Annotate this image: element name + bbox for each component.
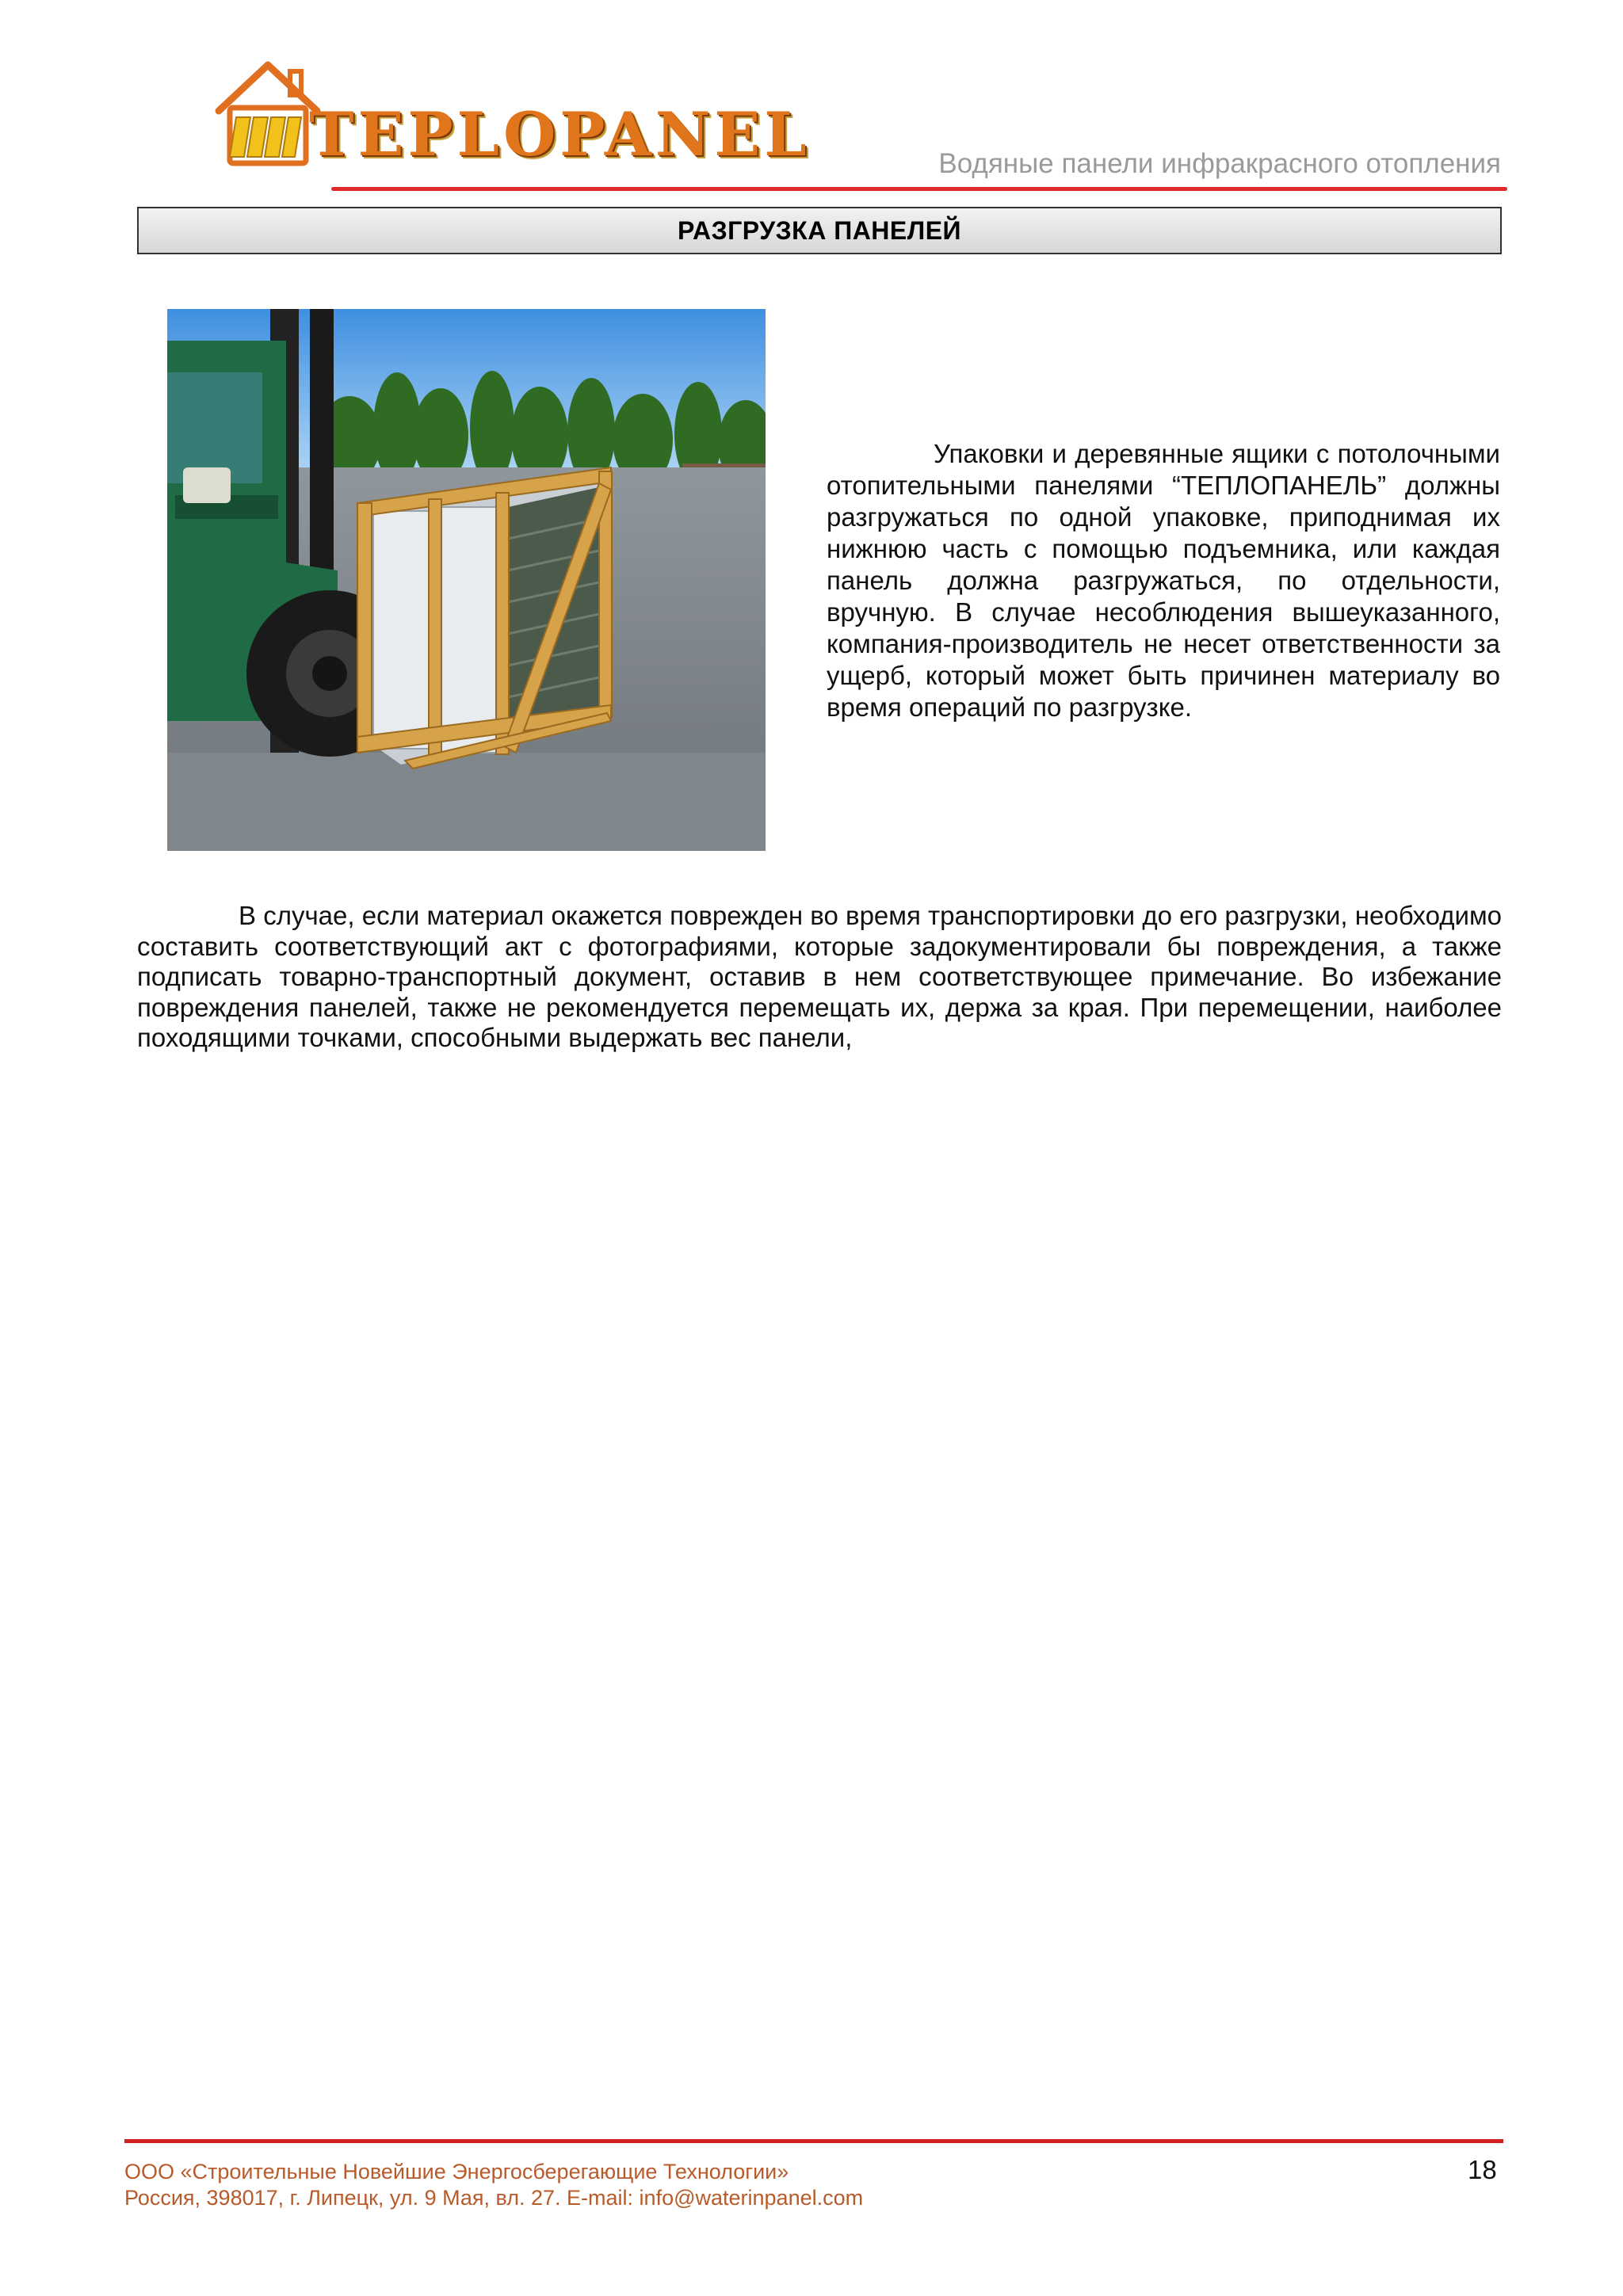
- company-logo: [212, 55, 811, 174]
- footer-divider: [124, 2139, 1503, 2143]
- photo-illustration: [167, 309, 766, 851]
- page-number: 18: [1468, 2155, 1497, 2184]
- section-title-bar: [137, 207, 1502, 254]
- header-tagline: Водяные панели инфракрасного отопления: [938, 148, 1501, 179]
- forklift-unloading-photo: [167, 309, 766, 851]
- logo-wordmark: TEPLOPANEL: [309, 99, 811, 170]
- section-title: РАЗГРУЗКА ПАНЕЛЕЙ: [677, 215, 962, 245]
- footer-address: Россия, 398017, г. Липецк, ул. 9 Мая, вл. 27. E-mail: info@waterinpanel.com: [124, 2186, 864, 2210]
- header-divider: [331, 187, 1507, 191]
- damage-procedure-paragraph: В случае, если материал окажется поврежден во время транспортировки до его разгрузки, необходимо составить соответствующий акт с фотографиями, которые задокументировали бы повреждения, а также подписать товарно-транспортный документ, оставив в нем соответствующее примечание. Во избежание повреждения панелей, также не рекомендуется перемещать их, держа за края. При перемещении, наиболее походящими точками, способными выдержать вес панели,: [137, 901, 1502, 1052]
- unloading-instructions-paragraph: Упаковки и деревянные ящики с потолочными отопительными панелями “ТЕПЛОПАНЕЛЬ” должны разгружаться по одной упаковке, приподнимая их нижнюю часть с помощью подъемника, или каждая панель должна разгружаться, по отдельности, вручную. В случае несоблюдения вышеуказанного, компания-производитель не несет ответственности за ущерб, который может быть причинен материалу во время операций по разгрузке.: [827, 439, 1500, 722]
- footer-company-name: ООО «Строительные Новейшие Энергосберегающие Технологии»: [124, 2160, 789, 2183]
